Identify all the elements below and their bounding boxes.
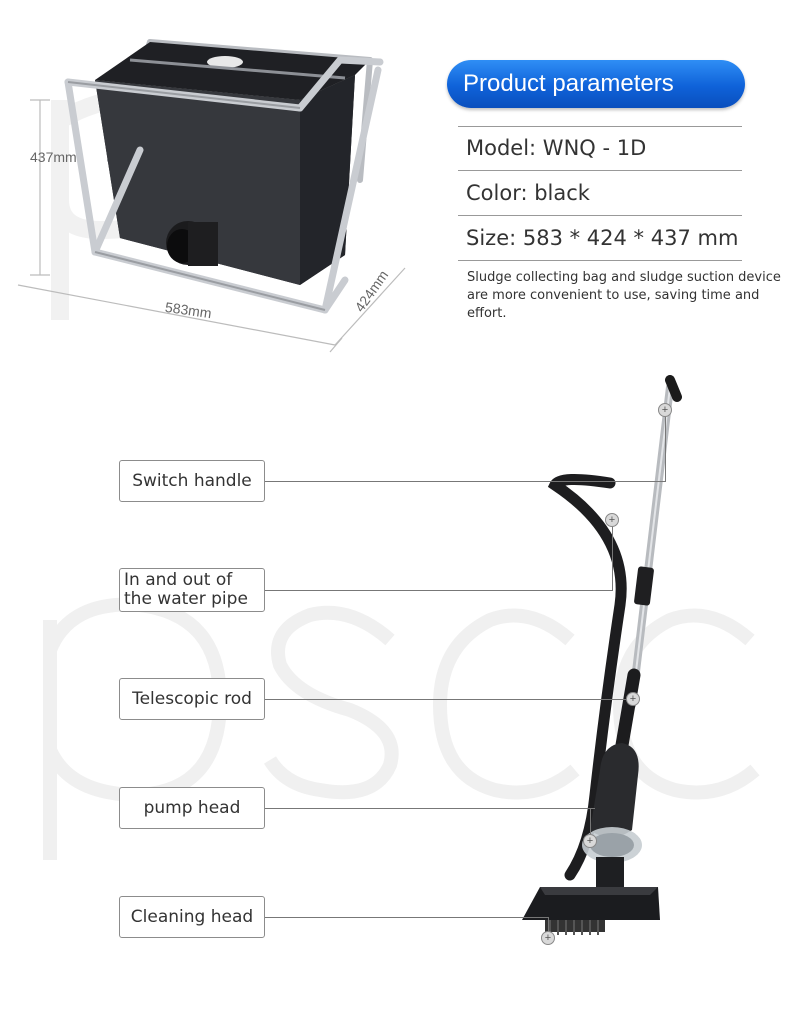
param-color: Color: black xyxy=(458,171,742,216)
plus-marker-icon: + xyxy=(583,834,597,848)
param-model: Model: WNQ - 1D xyxy=(458,126,742,171)
param-size: Size: 583 * 424 * 437 mm xyxy=(458,216,742,261)
leader-line-water-pipe-vertical xyxy=(612,520,613,591)
width-dimension-label: 583mm xyxy=(164,298,213,322)
leader-line-telescopic-rod xyxy=(265,699,633,700)
sludge-bag-illustration xyxy=(0,0,440,390)
plus-marker-icon: + xyxy=(626,692,640,706)
callout-cleaning-head: Cleaning head xyxy=(119,896,265,938)
param-description: Sludge collecting bag and sludge suction device are more convenient to use, saving time and effort. xyxy=(467,270,781,321)
callout-water-pipe: In and out of the water pipe xyxy=(119,568,265,612)
callout-telescopic-rod: Telescopic rod xyxy=(119,678,265,720)
leader-line-pump-head xyxy=(265,808,595,809)
callout-pump-head: pump head xyxy=(119,787,265,829)
height-dimension-label: 437mm xyxy=(30,149,77,165)
callout-switch-handle: Switch handle xyxy=(119,460,265,502)
plus-marker-icon: + xyxy=(605,513,619,527)
product-parameters-heading: Product parameters xyxy=(447,60,745,108)
leader-line-switch-handle xyxy=(265,481,665,482)
leader-line-cleaning-head xyxy=(265,917,548,918)
plus-marker-icon: + xyxy=(658,403,672,417)
leader-line-water-pipe xyxy=(265,590,613,591)
depth-dimension-label: 424mm xyxy=(351,267,392,315)
leader-line-switch-handle-vertical xyxy=(665,410,666,482)
pond-vacuum-illustration xyxy=(500,375,700,975)
plus-marker-icon: + xyxy=(541,931,555,945)
